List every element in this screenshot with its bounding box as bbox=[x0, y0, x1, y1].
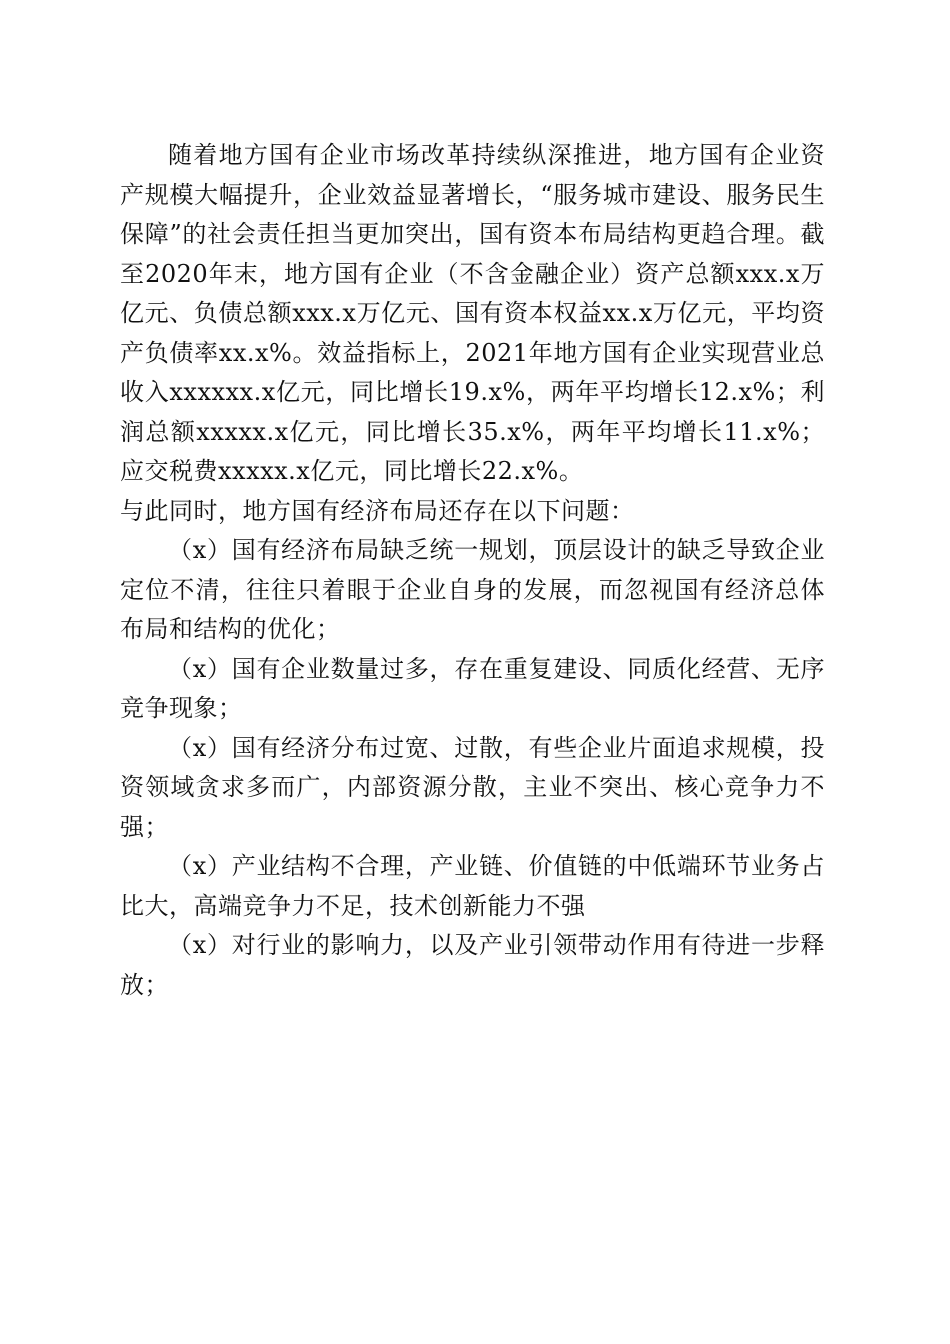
transition-line: 与此同时，地方国有经济布局还存在以下问题： bbox=[120, 496, 635, 525]
intro-paragraph: 随着地方国有企业市场改革持续纵深推进，地方国有企业资产规模大幅提升，企业效益显著增长，“服务城市建设、服务民生保障”的社会责任担当更加突出，国有资本布局结构更趋合理。截至2020年末，地方国有企业（不含金融企业）资产总额xxx.x万亿元、负债总额xxx.x万亿元、国有资本权益xx.x万亿元，平均资产负债率xx.x%。效益指标上，2021年地方国有企业实现营业总收入xxxxxx.x亿元，同比增长19.x%，两年平均增长12.x%；利润总额xxxxx.x亿元，同比增长35.x%，两年平均增长11.x%；应交税费xxxxx.x亿元，同比增长22.x%。 bbox=[120, 141, 825, 485]
issue-item-5: （x）对行业的影响力，以及产业引领带动作用有待进一步释放； bbox=[120, 931, 825, 999]
issue-item-3: （x）国有经济分布过宽、过散，有些企业片面追求规模，投资领域贪求多而广，内部资源分散，主业不突出、核心竞争力不强； bbox=[120, 733, 825, 841]
issue-item-4: （x）产业结构不合理，产业链、价值链的中低端环节业务占比大，高端竞争力不足，技术创新能力不强 bbox=[120, 852, 825, 920]
document-body bbox=[120, 136, 825, 1005]
issue-item-2: （x）国有企业数量过多，存在重复建设、同质化经营、无序竞争现象； bbox=[120, 654, 825, 722]
issue-item-1: （x）国有经济布局缺乏统一规划，顶层设计的缺乏导致企业定位不清，往往只着眼于企业自身的发展，而忽视国有经济总体布局和结构的优化； bbox=[120, 536, 825, 643]
